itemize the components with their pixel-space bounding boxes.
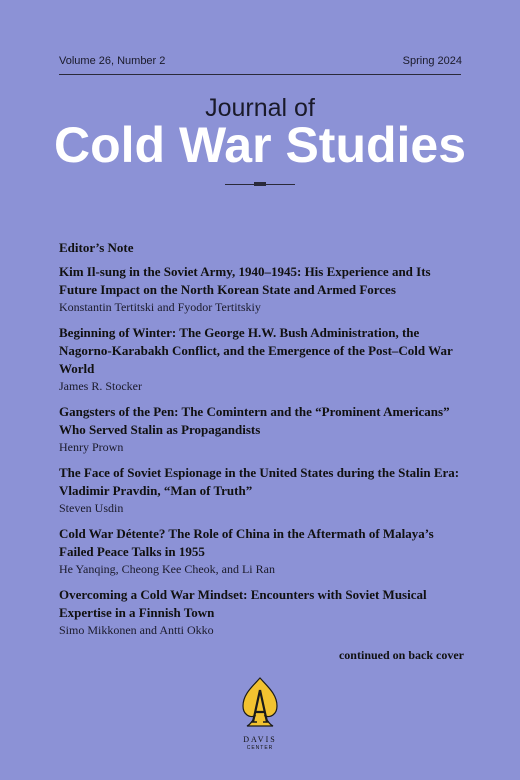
article-title: Beginning of Winter: The George H.W. Bush Administration, the Nagorno-Karabakh Conflict, and the Emergence of the Post–Cold War World <box>59 325 453 376</box>
article-entry <box>59 263 469 315</box>
title-rule-mark <box>254 182 266 186</box>
article-authors: He Yanqing, Cheong Kee Cheok, and Li Ran <box>59 562 275 576</box>
top-rule <box>59 74 461 75</box>
article-title: The Face of Soviet Espionage in the United States during the Stalin Era: Vladimir Pravdin, “Man of Truth” <box>59 465 460 498</box>
article-entry <box>59 464 469 516</box>
editors-note: Editor’s Note <box>59 240 134 255</box>
issue-season: Spring 2024 <box>402 55 462 67</box>
article-title: Gangsters of the Pen: The Comintern and the “Prominent Americans” Who Served Stalin as Propagandists <box>59 404 450 437</box>
continued-note: continued on back cover <box>338 648 464 662</box>
logo-text-center: CENTER <box>246 745 274 751</box>
article-entry <box>59 403 469 455</box>
article-authors: Steven Usdin <box>59 501 124 515</box>
journal-title-prefix: Journal of <box>205 94 315 122</box>
article-authors: Konstantin Tertitski and Fyodor Tertitskiy <box>59 300 261 314</box>
article-title: Cold War Détente? The Role of China in the Aftermath of Malaya’s Failed Peace Talks in 1955 <box>59 526 434 559</box>
article-authors: Simo Mikkonen and Antti Okko <box>59 623 214 637</box>
logo-text-davis: DAVIS <box>243 735 277 744</box>
article-authors: James R. Stocker <box>59 379 142 393</box>
table-of-contents <box>59 239 469 647</box>
volume-number: Volume 26, Number 2 <box>59 55 166 67</box>
article-title: Overcoming a Cold War Mindset: Encounters with Soviet Musical Expertise in a Finnish Town <box>59 587 427 620</box>
article-entry <box>59 525 469 577</box>
article-entry <box>59 586 469 638</box>
journal-title: Cold War Studies <box>53 117 467 173</box>
article-title: Kim Il-sung in the Soviet Army, 1940–1945: His Experience and Its Future Impact on the North Korean State and Armed Forces <box>59 264 431 297</box>
article-authors: Henry Prown <box>59 440 124 454</box>
article-entry <box>59 324 469 394</box>
